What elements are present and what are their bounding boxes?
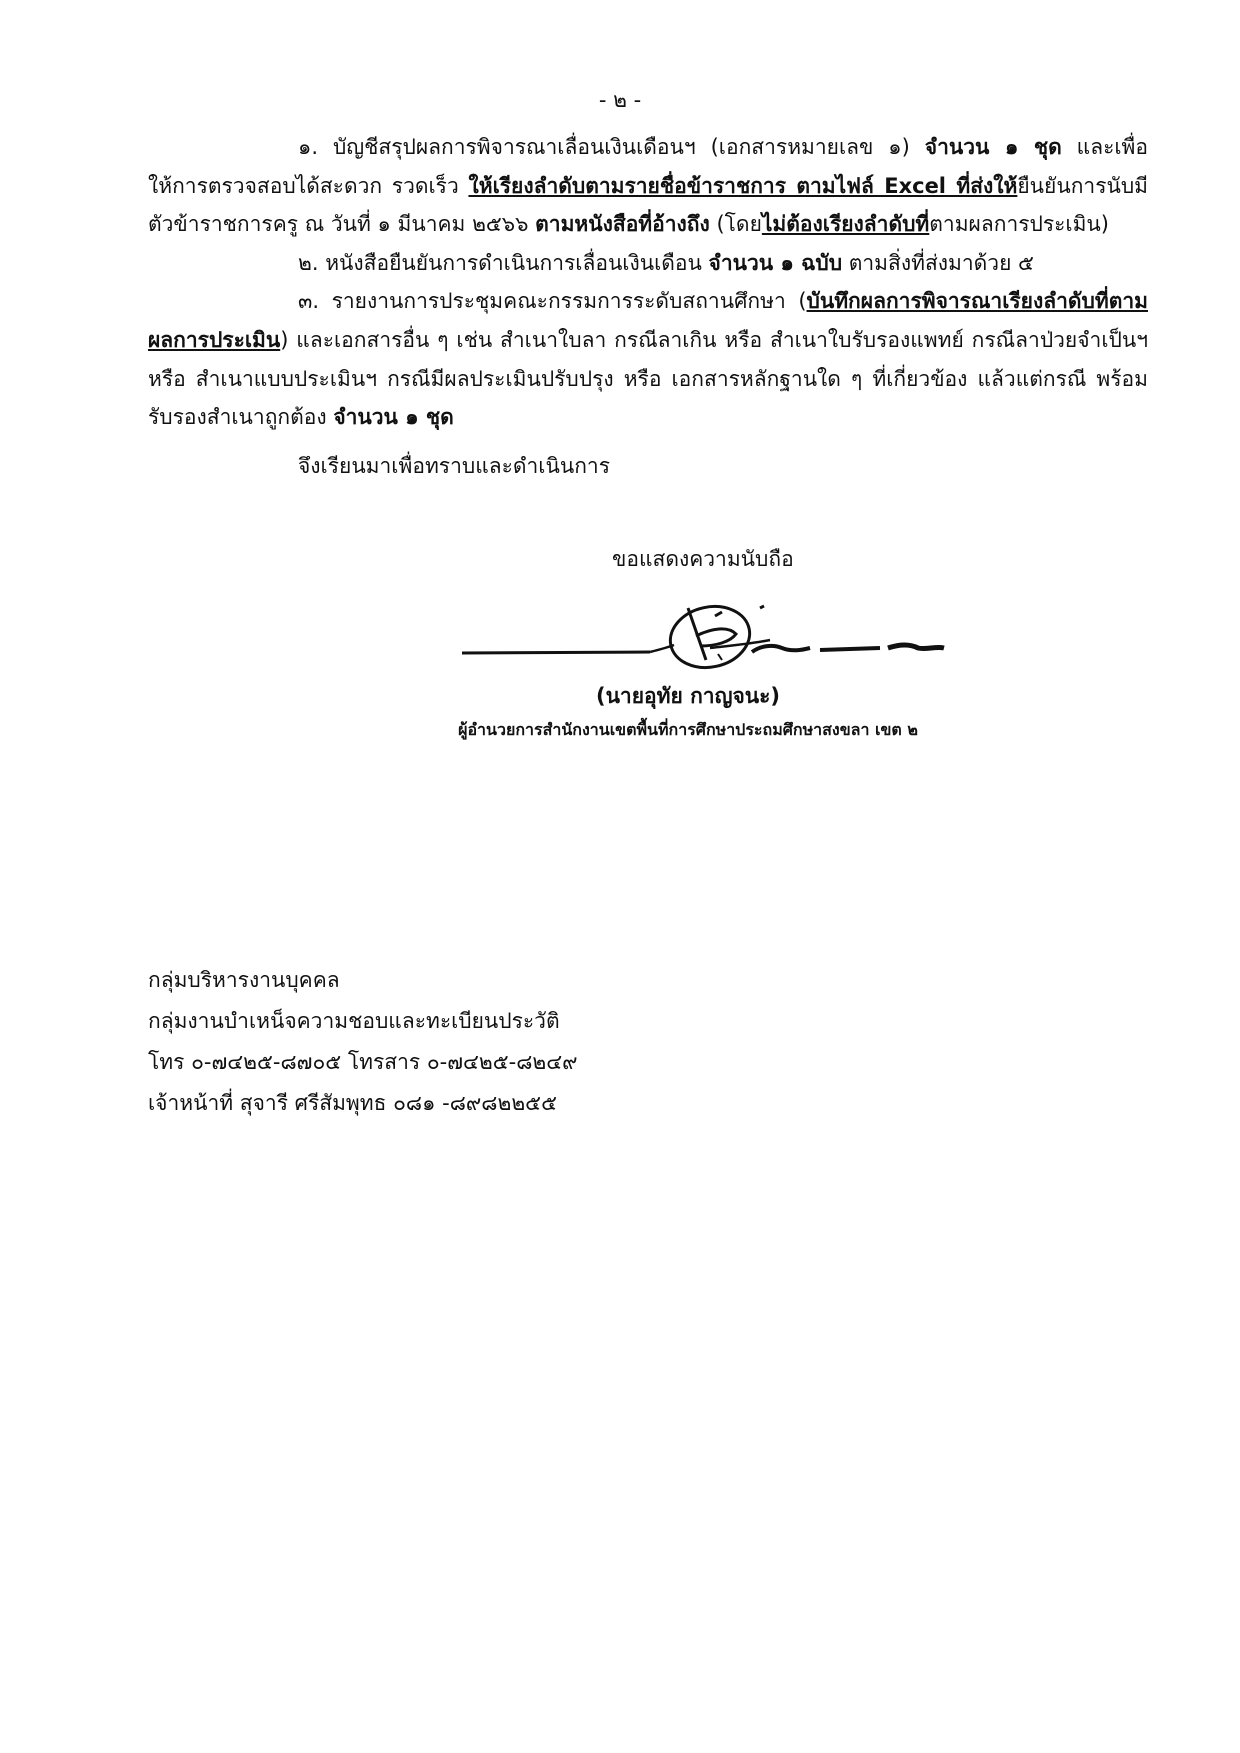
item1-reference: ตามหนังสือที่อ้างถึง	[535, 212, 710, 237]
enclosure-item-1	[148, 128, 1148, 244]
letter-body	[148, 128, 1148, 485]
enclosure-item-2	[148, 244, 1148, 283]
item3-quantity: จำนวน ๑ ชุด	[333, 405, 454, 430]
signer-name: (นายอุทัย กาญจนะ)	[595, 684, 781, 708]
contact-block	[148, 960, 578, 1124]
item2-text-b: ตามสิ่งที่ส่งมาด้วย ๕	[842, 250, 1034, 275]
contact-group: กลุ่มบริหารงานบุคคล	[148, 968, 340, 992]
signer-position: ผู้อำนวยการสำนักงานเขตพื้นที่การศึกษาประถมศึกษาสงขลา เขต ๒	[458, 720, 918, 739]
contact-subgroup: กลุ่มงานบำเหน็จความชอบและทะเบียนประวัติ	[148, 1009, 560, 1033]
item1-sort-instruction: ให้เรียงลำดับตามรายชื่อข้าราชการ ตามไฟล์ Excel ที่ส่งให้	[468, 173, 1018, 198]
item2-text-a: ๒. หนังสือยืนยันการดำเนินการเลื่อนเงินเดือน	[298, 250, 709, 275]
enclosure-item-3	[148, 282, 1148, 436]
contact-officer: เจ้าหน้าที่ สุจารี ศรีสัมพุทธ ๐๘๑ -๘๙๘๒๒๕๕	[148, 1091, 557, 1115]
item3-text-b: ) และเอกสารอื่น ๆ เช่น สำเนาใบลา กรณีลาเกิน หรือ สำเนาใบรับรองแพทย์ กรณีลาป่วยจำเป็นฯ หรือ สำเนาแบบประเมินฯ กรณีมีผลประเมินปรับปรุง หรือ เอกสารหลักฐานใด ๆ ที่เกี่ยวข้อง แล้วแต่กรณี พร้อมรับรองสำเนาถูกต้อง	[148, 327, 1148, 430]
item2-quantity: จำนวน ๑ ฉบับ	[708, 250, 843, 275]
closing-sentence: จึงเรียนมาเพื่อทราบและดำเนินการ	[298, 453, 610, 478]
handwritten-signature-image	[460, 590, 1010, 680]
item1-text-e: ตามผลการประเมิน)	[929, 212, 1109, 237]
item1-text-a: ๑. บัญชีสรุปผลการพิจารณาเลื่อนเงินเดือนฯ (เอกสารหมายเลข ๑)	[298, 135, 925, 159]
contact-phone-fax: โทร ๐-๗๔๒๕-๘๗๐๕ โทรสาร ๐-๗๔๒๕-๘๒๔๙	[148, 1050, 578, 1074]
item3-text-a: ๓. รายงานการประชุมคณะกรรมการระดับสถานศึกษา (	[298, 289, 807, 314]
regards-text: ขอแสดงความนับถือ	[612, 547, 794, 571]
page-number: - ๒ -	[598, 88, 642, 112]
item1-quantity: จำนวน ๑ ชุด	[924, 135, 1062, 159]
item1-no-sort-note: ไม่ต้องเรียงลำดับที่	[761, 212, 930, 237]
item3-meeting-record: บันทึกผลการพิจารณาเรียงลำดับที่ตามผลการประเมิน	[148, 289, 1148, 352]
item1-text-d: (โดย	[709, 212, 762, 237]
item1-text-b: และเพื่อให้การตรวจสอบได้สะดวก รวดเร็ว	[148, 135, 1149, 198]
signature	[460, 590, 1010, 680]
item1-text-c: ยืนยันการนับมีตัวข้าราชการครู ณ วันที่ ๑ มีนาคม ๒๕๖๖	[148, 173, 1149, 237]
